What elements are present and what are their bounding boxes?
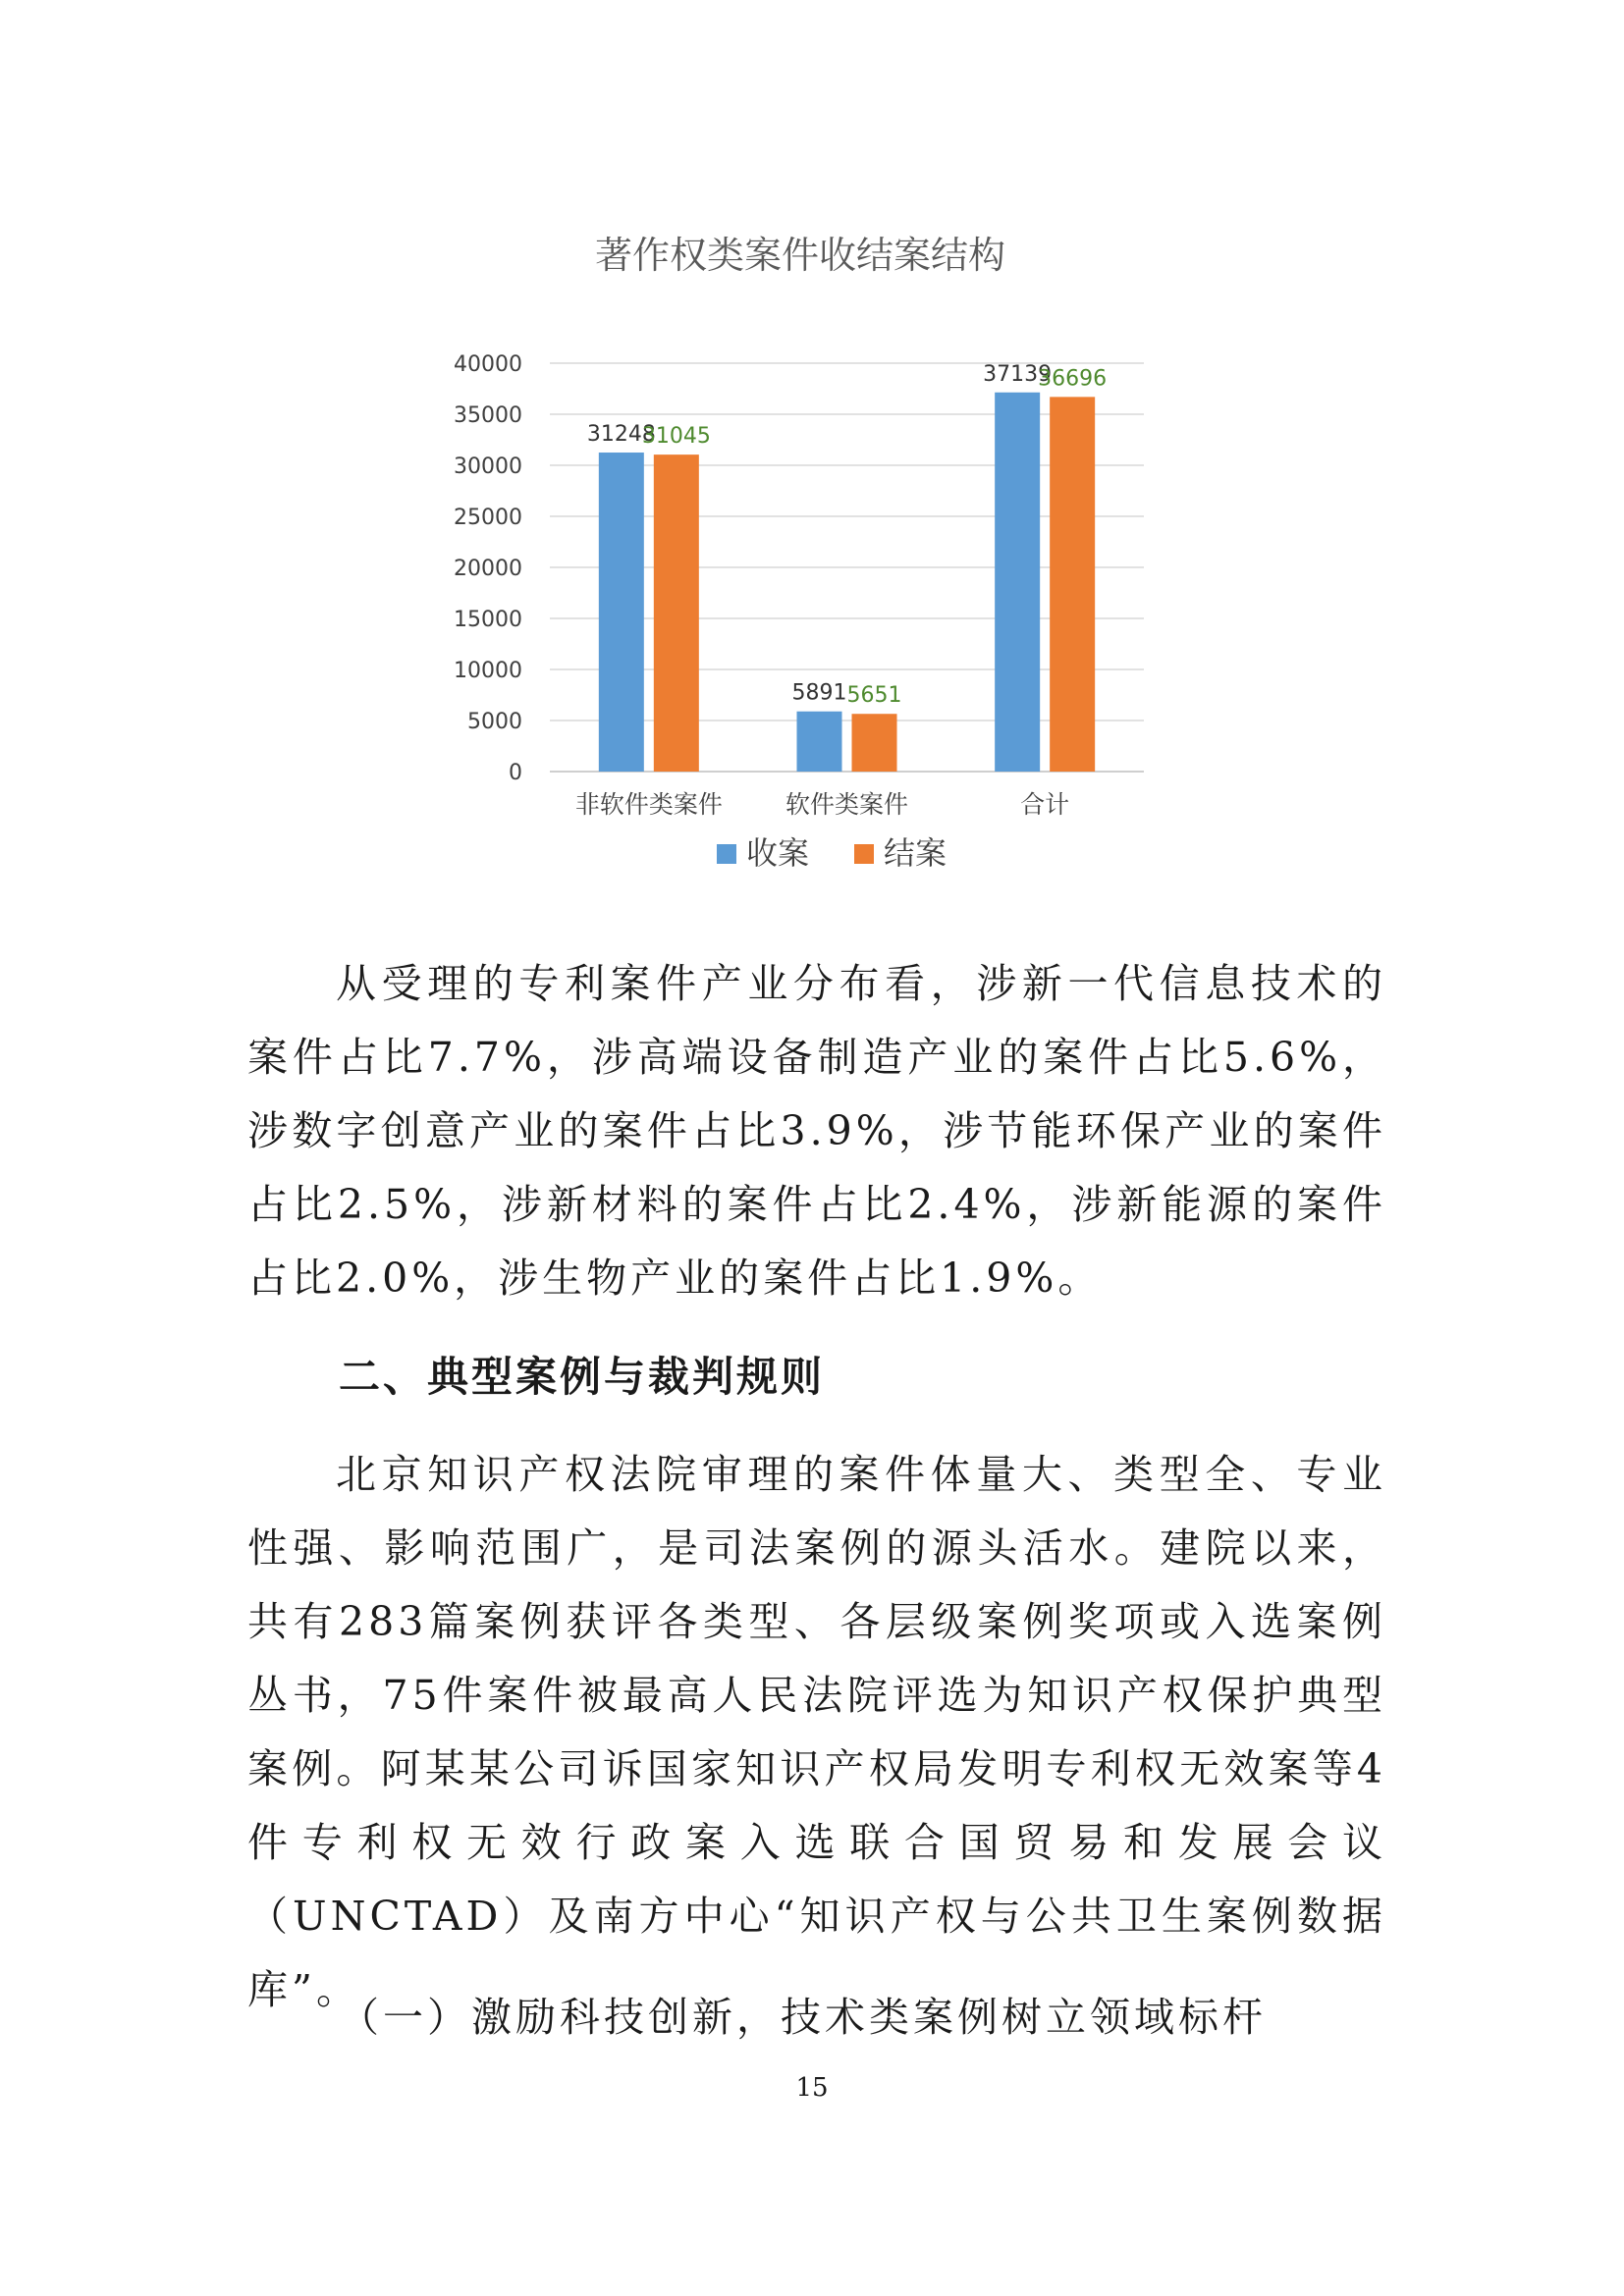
- y-tick-label: 10000: [454, 659, 522, 683]
- y-tick-label: 15000: [454, 608, 522, 632]
- y-tick-label: 20000: [454, 557, 522, 581]
- subsection-heading: （一）激励科技创新，技术类案例树立领域标杆: [339, 1994, 1267, 2041]
- x-category-label: 非软件类案件: [574, 790, 723, 819]
- y-tick-label: 5000: [467, 710, 522, 734]
- bar: [995, 393, 1040, 772]
- y-tick-label: 25000: [454, 506, 522, 530]
- bar: [654, 454, 699, 772]
- section-heading: 二、典型案例与裁判规则: [339, 1353, 826, 1401]
- chart-title: 著作权类案件收结案结构: [594, 234, 1006, 277]
- data-label: 31248: [586, 422, 656, 448]
- legend-swatch: [717, 844, 736, 864]
- bar: [599, 453, 644, 772]
- data-label: 36696: [1038, 366, 1108, 392]
- bar: [852, 714, 897, 772]
- bar: [797, 712, 842, 772]
- y-tick-label: 35000: [454, 403, 522, 428]
- data-label: 31045: [641, 424, 711, 450]
- data-label: 5891: [791, 680, 847, 706]
- paragraph-patent-industry: 从受理的专利案件产业分布看，涉新一代信息技术的案件占比7.7%，涉高端设备制造产业的案件占比5.6%，涉数字创意产业的案件占比3.9%，涉节能环保产业的案件占比2.5%，涉新材料的案件占比2.4%，涉新能源的案件占比2.0%，涉生物产业的案件占比1.9%。: [247, 960, 1386, 1302]
- bar: [1050, 397, 1095, 772]
- page-number: 15: [795, 2073, 829, 2103]
- y-tick-label: 30000: [454, 454, 522, 479]
- legend-swatch: [854, 844, 874, 864]
- y-tick-label: 0: [509, 761, 522, 785]
- case-structure-chart: [432, 226, 1178, 893]
- x-category-label: 软件类案件: [785, 790, 909, 819]
- y-tick-label: 40000: [454, 352, 522, 377]
- legend-label: 结案: [884, 834, 947, 872]
- legend-label: 收案: [746, 834, 810, 872]
- data-label: 37139: [983, 361, 1053, 387]
- x-category-label: 合计: [1020, 790, 1070, 819]
- paragraph-typical-cases: 北京知识产权法院审理的案件体量大、类型全、专业性强、影响范围广，是司法案例的源头活水。建院以来，共有283篇案例获评各类型、各层级案例奖项或入选案例丛书，75件案件被最高人民法院评选为知识产权保护典型案例。阿某某公司诉国家知识产权局发明专利权无效案等4件专利权无效行政案入选联合国贸易和发展会议（UNCTAD）及南方中心“知识产权与公共卫生案例数据库”。: [247, 1451, 1386, 2013]
- data-label: 5651: [846, 683, 902, 709]
